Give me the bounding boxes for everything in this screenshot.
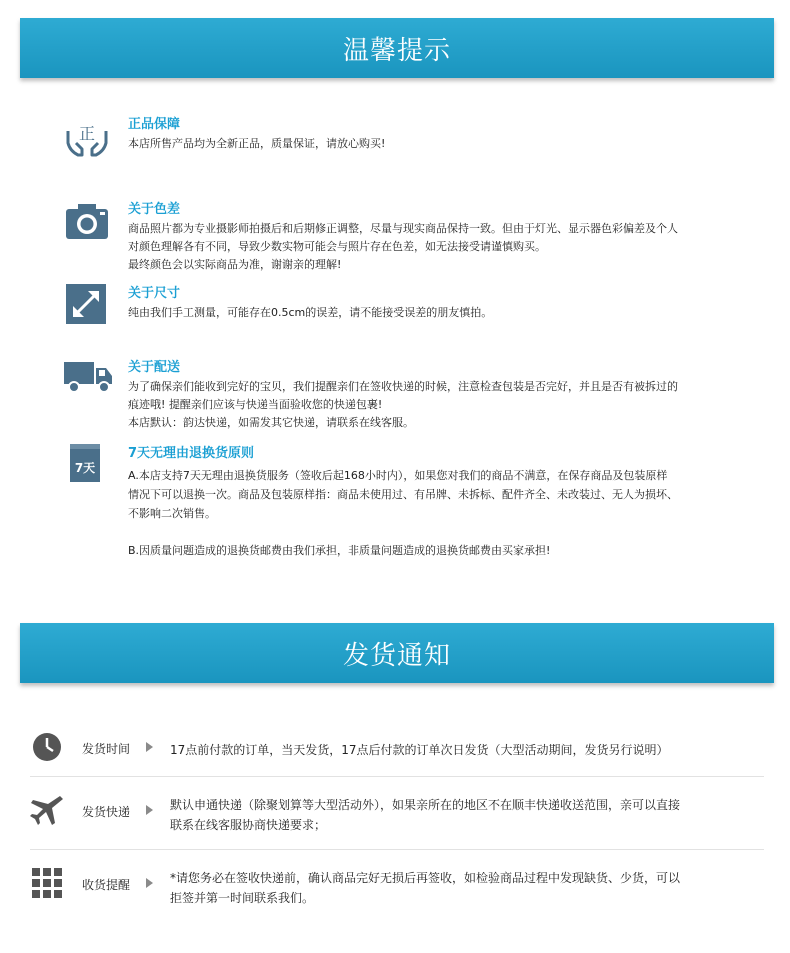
arrow-right-icon [146, 742, 153, 752]
tip-title: 关于配送 [128, 360, 181, 375]
arrow-right-icon [146, 878, 153, 888]
truck-icon [64, 356, 110, 402]
shipping-label: 收货提醒 [82, 878, 131, 892]
airplane-icon [30, 793, 64, 827]
tip-line: 痕迹哦! 提醒亲们应该与快递当面验收您的快递包裹! [128, 398, 383, 411]
shipping-label: 发货时间 [82, 742, 131, 756]
shipping-text [170, 795, 760, 835]
divider [30, 849, 764, 850]
resize-arrow-icon [64, 282, 110, 328]
tip-line: 本店默认：韵达快递，如需发其它快递，请联系在线客服。 [128, 416, 414, 429]
tip-line: A.本店支持7天无理由退换货服务（签收后起168小时内），如果您对我们的商品不满意，在保存商品及包装原样 [128, 469, 668, 482]
seven-day-icon [64, 442, 110, 488]
section-banner-shipping [20, 623, 774, 683]
tip-body [128, 304, 758, 322]
section-title: 温馨提示 [342, 35, 451, 66]
tip-line: 本店所售产品均为全新正品，质量保证，请放心购买! [128, 137, 386, 150]
tip-line: 商品照片都为专业摄影师拍摄后和后期修正调整，尽量与现实商品保持一致。但由于灯光、显示器色彩偏差及个人 [128, 222, 678, 235]
tip-title: 关于尺寸 [128, 286, 181, 301]
tip-line: 对颜色理解各有不同，导致少数实物可能会与照片存在色差，如无法接受请谨慎购买。 [128, 240, 546, 253]
tip-title: 关于色差 [128, 202, 181, 217]
tip-line: 为了确保亲们能收到完好的宝贝，我们提醒亲们在签收快递的时候，注意检查包装是否完好，并且是否有被拆过的 [128, 380, 678, 393]
seven-day-icon-text: 7天 [74, 461, 96, 475]
arrow-right-icon [146, 805, 153, 815]
tip-line: 情况下可以退换一次。商品及包装原样指：商品未使用过、有吊牌、未拆标、配件齐全、未改装过、无人为损坏、 [128, 488, 678, 501]
tip-body [128, 135, 758, 153]
tip-title: 7天无理由退换货原则 [128, 446, 255, 461]
clock-icon [30, 730, 64, 764]
tip-body [128, 466, 758, 560]
grid-icon [30, 866, 64, 900]
shipping-line: 拒签并第一时间联系我们。 [170, 891, 315, 905]
shipping-text [170, 740, 760, 760]
section-banner-tips [20, 18, 774, 78]
genuine-hands-icon [64, 113, 110, 159]
tip-body [128, 220, 758, 274]
svg-text:正: 正 [78, 124, 96, 143]
tip-line: 纯由我们手工测量，可能存在0.5cm的误差，请不能接受误差的朋友慎拍。 [128, 306, 493, 319]
tip-body [128, 378, 758, 432]
shipping-line: 17点前付款的订单，当天发货，17点后付款的订单次日发货（大型活动期间，发货另行说明） [170, 743, 669, 757]
shipping-text [170, 868, 760, 908]
camera-icon [64, 198, 110, 244]
divider [30, 776, 764, 777]
tip-line: B.因质量问题造成的退换货邮费由我们承担，非质量问题造成的退换货邮费由买家承担! [128, 544, 551, 557]
tip-line: 最终颜色会以实际商品为准，谢谢亲的理解! [128, 258, 342, 271]
tip-line: 不影响二次销售。 [128, 507, 216, 520]
tip-title: 正品保障 [128, 117, 181, 132]
shipping-line: 默认申通快递（除聚划算等大型活动外），如果亲所在的地区不在顺丰快递收送范围，亲可以直接 [170, 798, 681, 812]
section-title: 发货通知 [342, 640, 451, 671]
shipping-line: 联系在线客服协商快递要求； [170, 818, 327, 832]
shipping-line: *请您务必在签收快递前，确认商品完好无损后再签收，如检验商品过程中发现缺货、少货，可以 [170, 871, 681, 885]
shipping-label: 发货快递 [82, 805, 131, 819]
